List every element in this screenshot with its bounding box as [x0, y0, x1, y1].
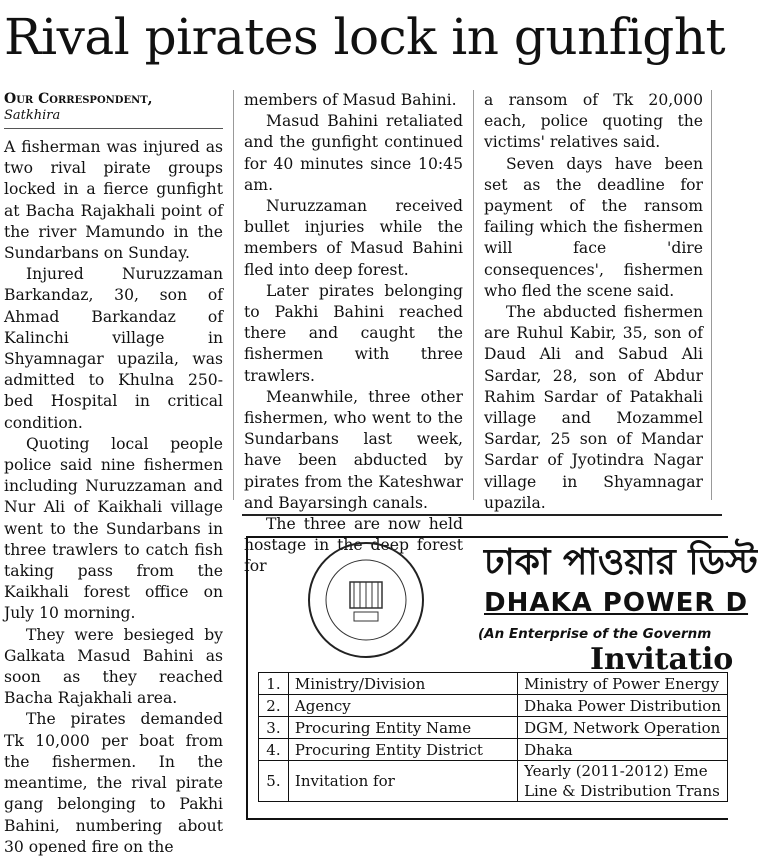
company-subtitle: (An Enterprise of the Governm [478, 626, 712, 642]
invitation-heading: Invitatio [590, 642, 734, 677]
paragraph: Injured Nuruzzaman Barkandaz, 30, son of Ahmad Barkandaz of Kalinchi village in Shyamnagar upazila, was admitted to Khulna 250-bed Hospital in critical condition. [4, 265, 223, 432]
paragraph: a ransom of Tk 20,000 each, police quoting the victims' relatives said. [484, 91, 703, 152]
seal-graphic-icon [310, 544, 422, 656]
article-column-1 [4, 90, 223, 858]
table-row [259, 673, 728, 695]
tender-table [258, 672, 728, 802]
paragraph: The abducted fishermen are Ruhul Kabir, 35, son of Daud Ali and Sabud Ali Sardar, 28, son of Abdur Rahim Sardar of Patakhali village and Mozammel Sardar, 25 son of Mandar Sardar of Jyotindra Nagar village in Shyamnagar upazila. [484, 303, 703, 512]
column-divider [473, 90, 474, 500]
column-divider [233, 90, 234, 500]
advertisement-frame [246, 536, 758, 820]
row-number: 4. [259, 739, 289, 761]
row-key: Invitation for [288, 761, 517, 802]
row-key: Ministry/Division [288, 673, 517, 695]
byline-name: Our Correspondent, [4, 91, 153, 107]
paragraph: Quoting local people police said nine fishermen including Nuruzzaman and Nur Ali of Kaikhali village went to the Sundarbans in three trawlers to catch fish taking pass from the Kaikhali forest office on July 10 morning. [4, 434, 223, 623]
row-number: 3. [259, 717, 289, 739]
paragraph: members of Masud Bahini. [244, 91, 457, 109]
row-number: 5. [259, 761, 289, 802]
paragraph: Masud Bahini retaliated and the gunfight continued for 40 minutes since 10:45 am. [244, 112, 463, 194]
dpdc-seal-icon [308, 542, 424, 658]
article-column-2 [244, 90, 463, 578]
column-divider [711, 90, 712, 500]
row-value [518, 761, 728, 802]
company-name-english: DHAKA POWER D [484, 588, 749, 618]
row-value-line: Line & Distribution Trans [524, 782, 720, 800]
byline-divider [4, 128, 223, 129]
table-row [259, 739, 728, 761]
paragraph: A fisherman was injured as two rival pirate groups locked in a fierce gunfight at Bacha Rajakhali point of the river Mamundo in the Sundarbans on Sunday. [4, 138, 223, 263]
row-number: 2. [259, 695, 289, 717]
paragraph: The pirates demanded Tk 10,000 per boat from the fishermen. In the meantime, the rival pirate gang belonging to Pakhi Bahini, numbering about 30 opened fire on the [4, 710, 223, 856]
paragraph: Seven days have been set as the deadline for payment of the ransom failing which the fishermen will face 'dire consequences', fishermen who fled the scene said. [484, 154, 703, 300]
row-value-line: Yearly (2011-2012) Eme [524, 762, 708, 780]
paragraph: Later pirates belonging to Pakhi Bahini reached there and caught the fishermen with three trawlers. [244, 281, 463, 385]
table-row [259, 717, 728, 739]
byline-place: Satkhira [4, 108, 61, 123]
table-row [259, 695, 728, 717]
paragraph: They were besieged by Galkata Masud Bahini as soon as they reached Bacha Rajakhali area. [4, 625, 223, 708]
row-value: Dhaka Power Distribution [518, 695, 728, 717]
row-key: Agency [288, 695, 517, 717]
paragraph: Nuruzzaman received bullet injuries while the members of Masud Bahini fled into deep forest. [244, 197, 463, 279]
company-name-bengali: ঢাকা পাওয়ার ডিস্ট [484, 542, 758, 583]
paragraph: Meanwhile, three other fishermen, who went to the Sundarbans last week, have been abducted by pirates from the Kateshwar and Bayarsingh canals. [244, 387, 463, 512]
tender-advertisement [242, 514, 758, 816]
paragraph: The three are now held hostage in the deep forest for [244, 515, 463, 576]
headline: Rival pirates lock in gunfight [4, 8, 726, 66]
table-row [259, 761, 728, 802]
article-column-3 [484, 90, 703, 514]
row-value: Ministry of Power Energy [518, 673, 728, 695]
row-key: Procuring Entity District [288, 739, 517, 761]
row-key: Procuring Entity Name [288, 717, 517, 739]
row-number: 1. [259, 673, 289, 695]
row-value: DGM, Network Operation [518, 717, 728, 739]
row-value: Dhaka [518, 739, 728, 761]
